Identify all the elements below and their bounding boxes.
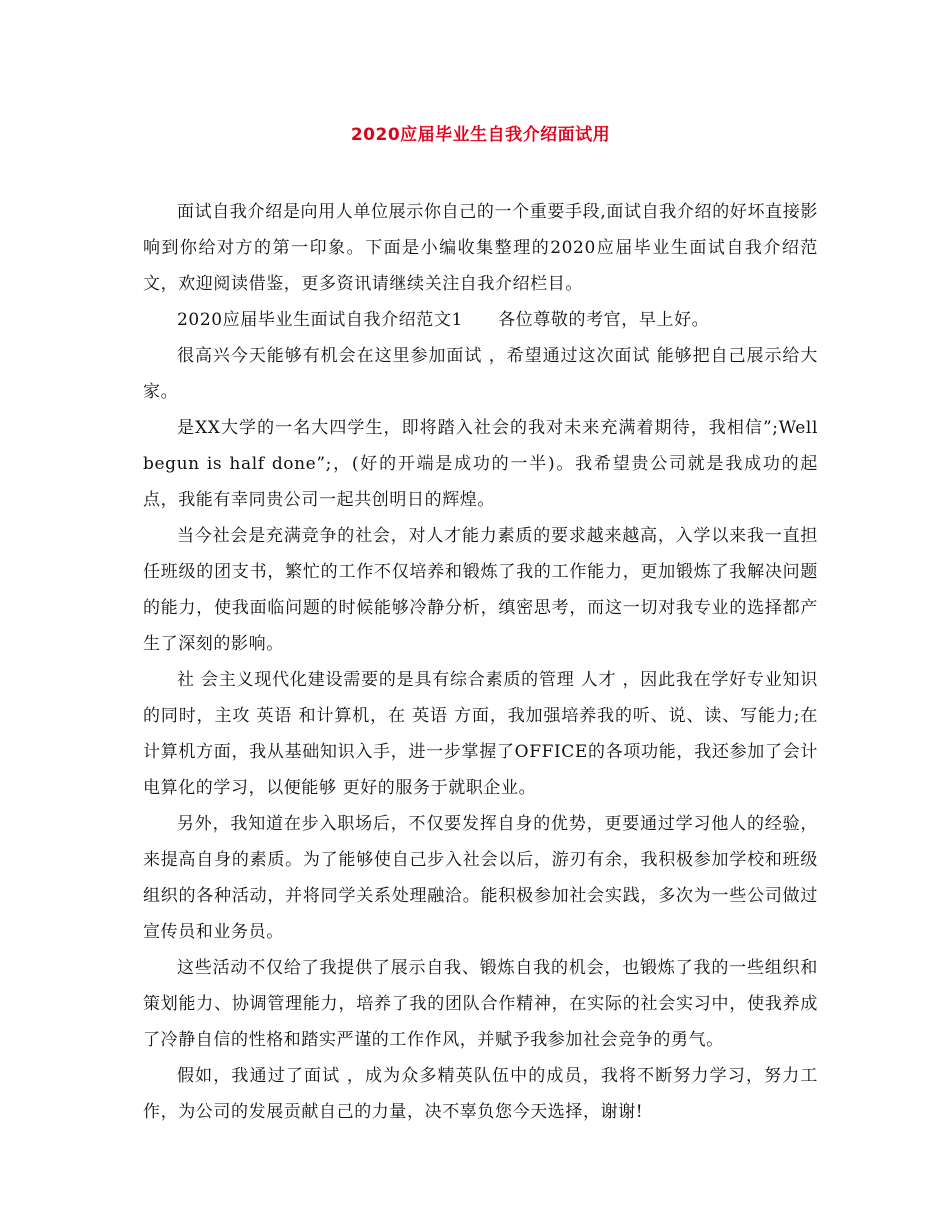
paragraph-closing: 假如，我通过了面试 ，成为众多精英队伍中的成员，我将不断努力学习，努力工作，为公司的发展贡献自己的力量，决不辜负您今天选择，谢谢! (143, 1066, 818, 1122)
paragraph-greeting: 很高兴今天能够有机会在这里参加面试 ，希望通过这次面试 能够把自己展示给大家。 (143, 346, 818, 402)
document-title: 2020应届毕业生自我介绍面试用 (350, 125, 611, 145)
paragraph-skills: 社 会主义现代化建设需要的是具有综合素质的管理 人才 ，因此我在学好专业知识的同时，主攻 英语 和计算机，在 英语 方面，我加强培养我的听、说、读、写能力;在计算机方面，我从基础知识入手，进一步掌握了OFFICE的各项功能，我还参加了会计电算化的学习，以便能够 更好的服务于就职企业。 (143, 670, 818, 798)
paragraph-intro: 面试自我介绍是向用人单位展示你自己的一个重要手段,面试自我介绍的好坏直接影响到你给对方的第一印象。下面是小编收集整理的2020应届毕业生面试自我介绍范文，欢迎阅读借鉴，更多资讯请继续关注自我介绍栏目。 (143, 202, 818, 294)
paragraph-activities: 另外，我知道在步入职场后，不仅要发挥自身的优势，更要通过学习他人的经验，来提高自身的素质。为了能够使自己步入社会以后，游刃有余，我积极参加学校和班级组织的各种活动，并将同学关系处理融洽。能积极参加社会实践，多次为一些公司做过宣传员和业务员。 (143, 814, 818, 942)
document-body (143, 194, 818, 1130)
paragraph-university: 是XX大学的一名大四学生，即将踏入社会的我对未来充满着期待，我相信”;Well begun is half done”;，(好的开端是成功的一半)。我希望贵公司就是我成功的起点，我能有幸同贵公司一起共创明日的辉煌。 (143, 418, 818, 510)
paragraph-competition: 当今社会是充满竞争的社会，对人才能力素质的要求越来越高，入学以来我一直担任班级的团支书，繁忙的工作不仅培养和锻炼了我的工作能力，更加锻炼了我解决问题的能力，使我面临问题的时候能够冷静分析，缜密思考，而这一切对我专业的选择都产生了深刻的影响。 (143, 526, 818, 654)
paragraph-sample-heading: 2020应届毕业生面试自我介绍范文1 各位尊敬的考官，早上好。 (177, 310, 710, 330)
paragraph-abilities: 这些活动不仅给了我提供了展示自我、锻炼自我的机会，也锻炼了我的一些组织和策划能力、协调管理能力，培养了我的团队合作精神，在实际的社会实习中，使我养成了冷静自信的性格和踏实严谨的工作作风，并赋予我参加社会竞争的勇气。 (143, 958, 818, 1050)
